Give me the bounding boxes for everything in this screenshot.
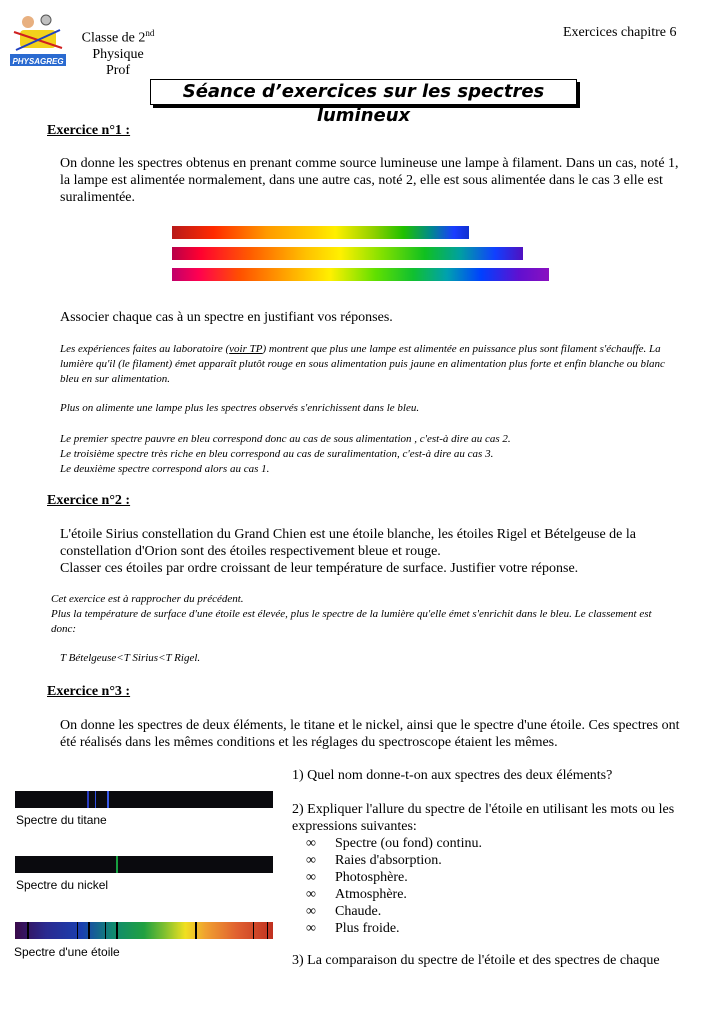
page-title: Séance d’exercices sur les spectres lumineux	[150, 79, 577, 105]
class-info	[78, 25, 158, 79]
chapter-label: Exercices chapitre 6	[563, 25, 677, 40]
keyword-item	[292, 920, 692, 937]
titanium-label: Spectre du titane	[16, 813, 107, 827]
class-label: Classe de 2	[81, 30, 146, 46]
titanium-spectrum	[15, 791, 273, 808]
spectrum-3	[172, 268, 549, 281]
exercise-2-answer	[51, 592, 671, 637]
exercise-1-answer-2: Plus on alimente une lampe plus les spectres observés s'enrichissent dans le bleu.	[60, 402, 420, 414]
titanium-line-2	[95, 791, 96, 808]
answer-1-part-b: ) montrent que plus une lampe est alimentée en puissance plus sont filament s'échauffe. La lumière qu'il (le filament) émet apparaît plutôt rouge en sous alimentation puis jaune en alimentation plus forte et enfin blanche ou blanc bleu en sur alimentation.	[60, 343, 665, 385]
star-line-4	[105, 922, 106, 939]
answer-1-part-a: Les expériences faites au laboratoire (	[60, 343, 230, 355]
bullet-icon: ∞	[306, 836, 316, 851]
star-line-7	[253, 922, 254, 939]
answer-3-line-3: Le deuxième spectre correspond alors au cas 1.	[60, 463, 270, 475]
titanium-line-1	[87, 791, 89, 808]
titanium-line-3	[107, 791, 109, 808]
spectrum-2	[172, 247, 523, 260]
subject-label: Physique	[92, 46, 144, 62]
logo-text: PHYSAGREG	[12, 57, 64, 66]
keyword-item	[292, 869, 692, 886]
exercise-2-text-line-2: Classer ces étoiles par ordre croissant de leur température de surface. Justifier votre réponse.	[60, 561, 579, 576]
physagreg-logo	[6, 8, 70, 70]
star-line-8	[267, 922, 268, 939]
keyword-text: Plus froide.	[335, 921, 400, 936]
keyword-list	[292, 835, 692, 937]
bullet-icon: ∞	[306, 887, 316, 902]
question-2	[292, 801, 692, 937]
exercise-3-text: On donne les spectres de deux éléments, le titane et le nickel, ainsi que le spectre d'une étoile. Ces spectres ont été réalisés dans les mêmes conditions et les réglages du spectroscope étaient les mêmes.	[60, 718, 680, 750]
exercise-2-answer-line-1: Cet exercice est à rapprocher du précédent.	[51, 593, 244, 605]
question-3: 3) La comparaison du spectre de l'étoile et des spectres de chaque	[292, 953, 660, 968]
keyword-text: Chaude.	[335, 904, 382, 919]
keyword-text: Spectre (ou fond) continu.	[335, 836, 482, 851]
star-line-5	[116, 922, 118, 939]
keyword-item	[292, 903, 692, 920]
exercise-1-heading: Exercice n°1 :	[47, 123, 131, 138]
star-label: Spectre d'une étoile	[14, 945, 120, 959]
keyword-text: Raies d'absorption.	[335, 853, 442, 868]
exercise-2-answer-line-2: Plus la température de surface d'une étoile est élevée, plus le spectre de la lumière qu'elle émet s'enrichit dans le bleu. Le classement est donc:	[51, 608, 652, 635]
nickel-label: Spectre du nickel	[16, 878, 109, 892]
exercise-2-text	[60, 526, 680, 577]
question-2-text: 2) Expliquer l'allure du spectre de l'étoile en utilisant les mots ou les expressions suivantes:	[292, 802, 675, 834]
nickel-spectrum	[15, 856, 273, 873]
keyword-item	[292, 835, 692, 852]
star-line-6	[195, 922, 197, 939]
keyword-item	[292, 886, 692, 903]
audience-label: Prof	[105, 62, 131, 78]
question-1: 1) Quel nom donne-t-on aux spectres des deux éléments?	[292, 768, 613, 783]
exercise-2-heading: Exercice n°2 :	[47, 493, 131, 508]
keyword-text: Photosphère.	[335, 870, 408, 885]
star-line-2	[77, 922, 78, 939]
bullet-icon: ∞	[306, 904, 316, 919]
physagreg-logo-graphic	[6, 8, 70, 70]
star-spectrum	[15, 922, 273, 939]
voir-tp-link[interactable]: voir TP	[229, 343, 263, 355]
bullet-icon: ∞	[306, 870, 316, 885]
keyword-item	[292, 852, 692, 869]
nickel-line-1	[116, 856, 118, 873]
exercise-2-ranking: T Bételgeuse<T Sirius<T Rigel.	[60, 652, 201, 664]
star-line-3	[88, 922, 90, 939]
exercise-1-intro: On donne les spectres obtenus en prenant comme source lumineuse une lampe à filament. Dans un cas, noté 1, la lampe est alimentée normalement, dans une autre cas, noté 2, elle est sous alimentée dans le cas 3 elle est suralimentée.	[60, 156, 679, 205]
exercise-2-text-line-1: L'étoile Sirius constellation du Grand Chien est une étoile blanche, les étoiles Rigel et Bételgeuse de la constellation d'Orion sont des étoiles respectivement bleue et rouge.	[60, 527, 636, 559]
answer-3-line-2: Le troisième spectre très riche en bleu correspond au cas de suralimentation, c'est-à dire au cas 3.	[60, 448, 494, 460]
exercise-1-answer-1	[60, 342, 680, 387]
exercise-1-question: Associer chaque cas à un spectre en justifiant vos réponses.	[60, 310, 393, 325]
bullet-icon: ∞	[306, 921, 316, 936]
class-sup: nd	[145, 28, 155, 38]
star-line-1	[27, 922, 29, 939]
exercise-1-answer-3	[60, 432, 680, 477]
answer-3-line-1: Le premier spectre pauvre en bleu correspond donc au cas de sous alimentation , c'est-à dire au cas 2.	[60, 433, 511, 445]
spectrum-1	[172, 226, 469, 239]
exercise-3-heading: Exercice n°3 :	[47, 684, 131, 699]
bullet-icon: ∞	[306, 853, 316, 868]
keyword-text: Atmosphère.	[335, 887, 407, 902]
